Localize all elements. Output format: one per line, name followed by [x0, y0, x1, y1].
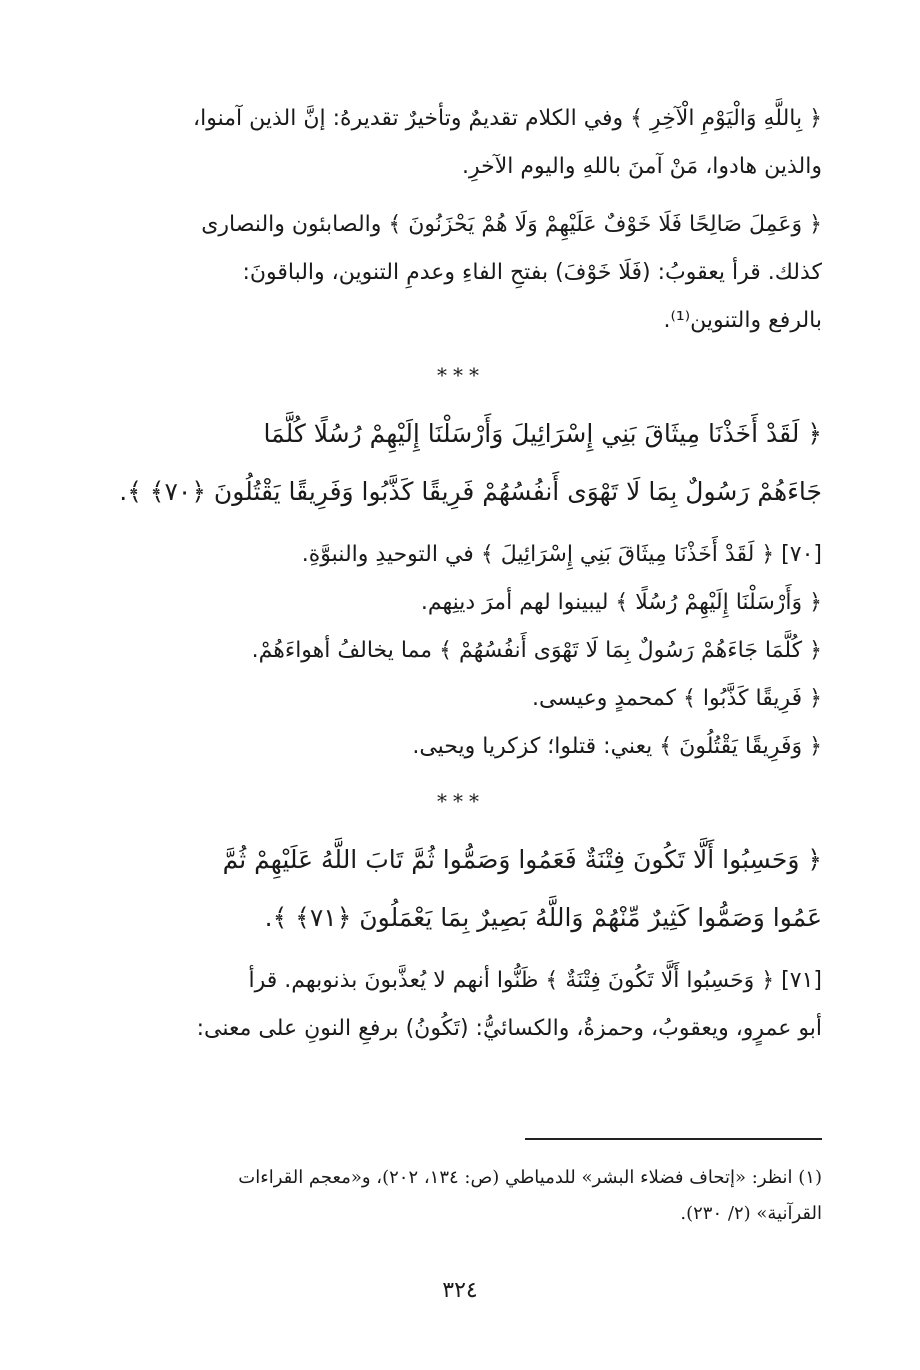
verse-71: [100, 831, 822, 947]
footnote-line1: (١) انظر: «إتحاف فضلاء البشر» للدمياطي (ص: ١٣٤، ٢٠٢)، و«معجم القراءات: [238, 1167, 822, 1188]
section-divider: ***: [437, 789, 485, 813]
footnote: [100, 1160, 822, 1232]
verse70-line2: جَاءَهُمْ رَسُولٌ بِمَا لَا تَهْوَى أَنفُسُهُمْ فَرِيقًا كَذَّبُوا وَفَرِيقًا يَقْتُلُونَ ﴿٧٠﴾ ﴾.: [119, 477, 822, 506]
footnote-separator: [525, 1138, 822, 1140]
comment70-line3: ﴿ كُلَّمَا جَاءَهُمْ رَسُولٌ بِمَا لَا تَهْوَى أَنفُسُهُمْ ﴾ مما يخالفُ أهواءَهُمْ.: [251, 638, 822, 663]
verse-70: [100, 405, 822, 521]
paragraph-1: [100, 95, 822, 191]
comment71-line1: [٧١] ﴿ وَحَسِبُوا أَلَّا تَكُونَ فِتْنَةٌ ﴾ ظَنُّوا أنهم لا يُعذَّبونَ بذنوبهم. قرأ: [248, 968, 822, 993]
para2-line3: بالرفع والتنوين⁽¹⁾.: [663, 308, 822, 333]
comment71-line2: أبو عمرٍو، ويعقوبُ، وحمزةُ، والكسائيُّ: (تَكُونُ) برفعِ النونِ على معنى:: [196, 1016, 822, 1041]
para2-line1: ﴿ وَعَمِلَ صَالِحًا فَلَا خَوْفٌ عَلَيْهِمْ وَلَا هُمْ يَحْزَنُونَ ﴾ والصابئون والنصارى: [201, 212, 822, 237]
commentary-71: [100, 957, 822, 1053]
para1-line1: ﴿ بِاللَّهِ وَالْيَوْمِ الْآخِرِ ﴾ وفي الكلام تقديمٌ وتأخيرٌ تقديرهُ: إنَّ الذين آمنوا،: [193, 106, 822, 131]
paragraph-2: [100, 201, 822, 345]
footnote-line2: القرآنية» (٢/ ٢٣٠).: [680, 1203, 822, 1224]
comment70-line2: ﴿ وَأَرْسَلْنَا إِلَيْهِمْ رُسُلًا ﴾ ليبينوا لهم أمرَ دينِهم.: [420, 590, 822, 615]
verse71-line1: ﴿ وَحَسِبُوا أَلَّا تَكُونَ فِتْنَةٌ فَعَمُوا وَصَمُّوا ثُمَّ تَابَ اللَّهُ عَلَيْهِمْ ثُمَّ: [222, 845, 822, 874]
page-body: [100, 95, 822, 1053]
verse71-line2: عَمُوا وَصَمُّوا كَثِيرٌ مِّنْهُمْ وَاللَّهُ بَصِيرٌ بِمَا يَعْمَلُونَ ﴿٧١﴾ ﴾.: [264, 903, 822, 932]
para1-line2: والذين هادوا، مَنْ آمنَ باللهِ واليوم الآخرِ.: [462, 154, 822, 179]
comment70-line4: ﴿ فَرِيقًا كَذَّبُوا ﴾ كمحمدٍ وعيسى.: [532, 686, 822, 711]
commentary-70: [100, 531, 822, 771]
page-number: ٣٢٤: [442, 1278, 478, 1303]
comment70-line5: ﴿ وَفَرِيقًا يَقْتُلُونَ ﴾ يعني: قتلوا؛ كزكريا ويحيى.: [412, 734, 822, 759]
section-divider: ***: [437, 363, 485, 387]
verse70-line1: ﴿ لَقَدْ أَخَذْنَا مِيثَاقَ بَنِي إِسْرَائِيلَ وَأَرْسَلْنَا إِلَيْهِمْ رُسُلًا كُلَّمَا: [263, 419, 822, 448]
comment70-line1: [٧٠] ﴿ لَقَدْ أَخَذْنَا مِيثَاقَ بَنِي إِسْرَائِيلَ ﴾ في التوحيدِ والنبوَّةِ.: [301, 542, 822, 567]
para2-line2: كذلك. قرأ يعقوبُ: (فَلَا خَوْفَ) بفتحِ الفاءِ وعدمِ التنوين، والباقونَ:: [242, 260, 822, 285]
